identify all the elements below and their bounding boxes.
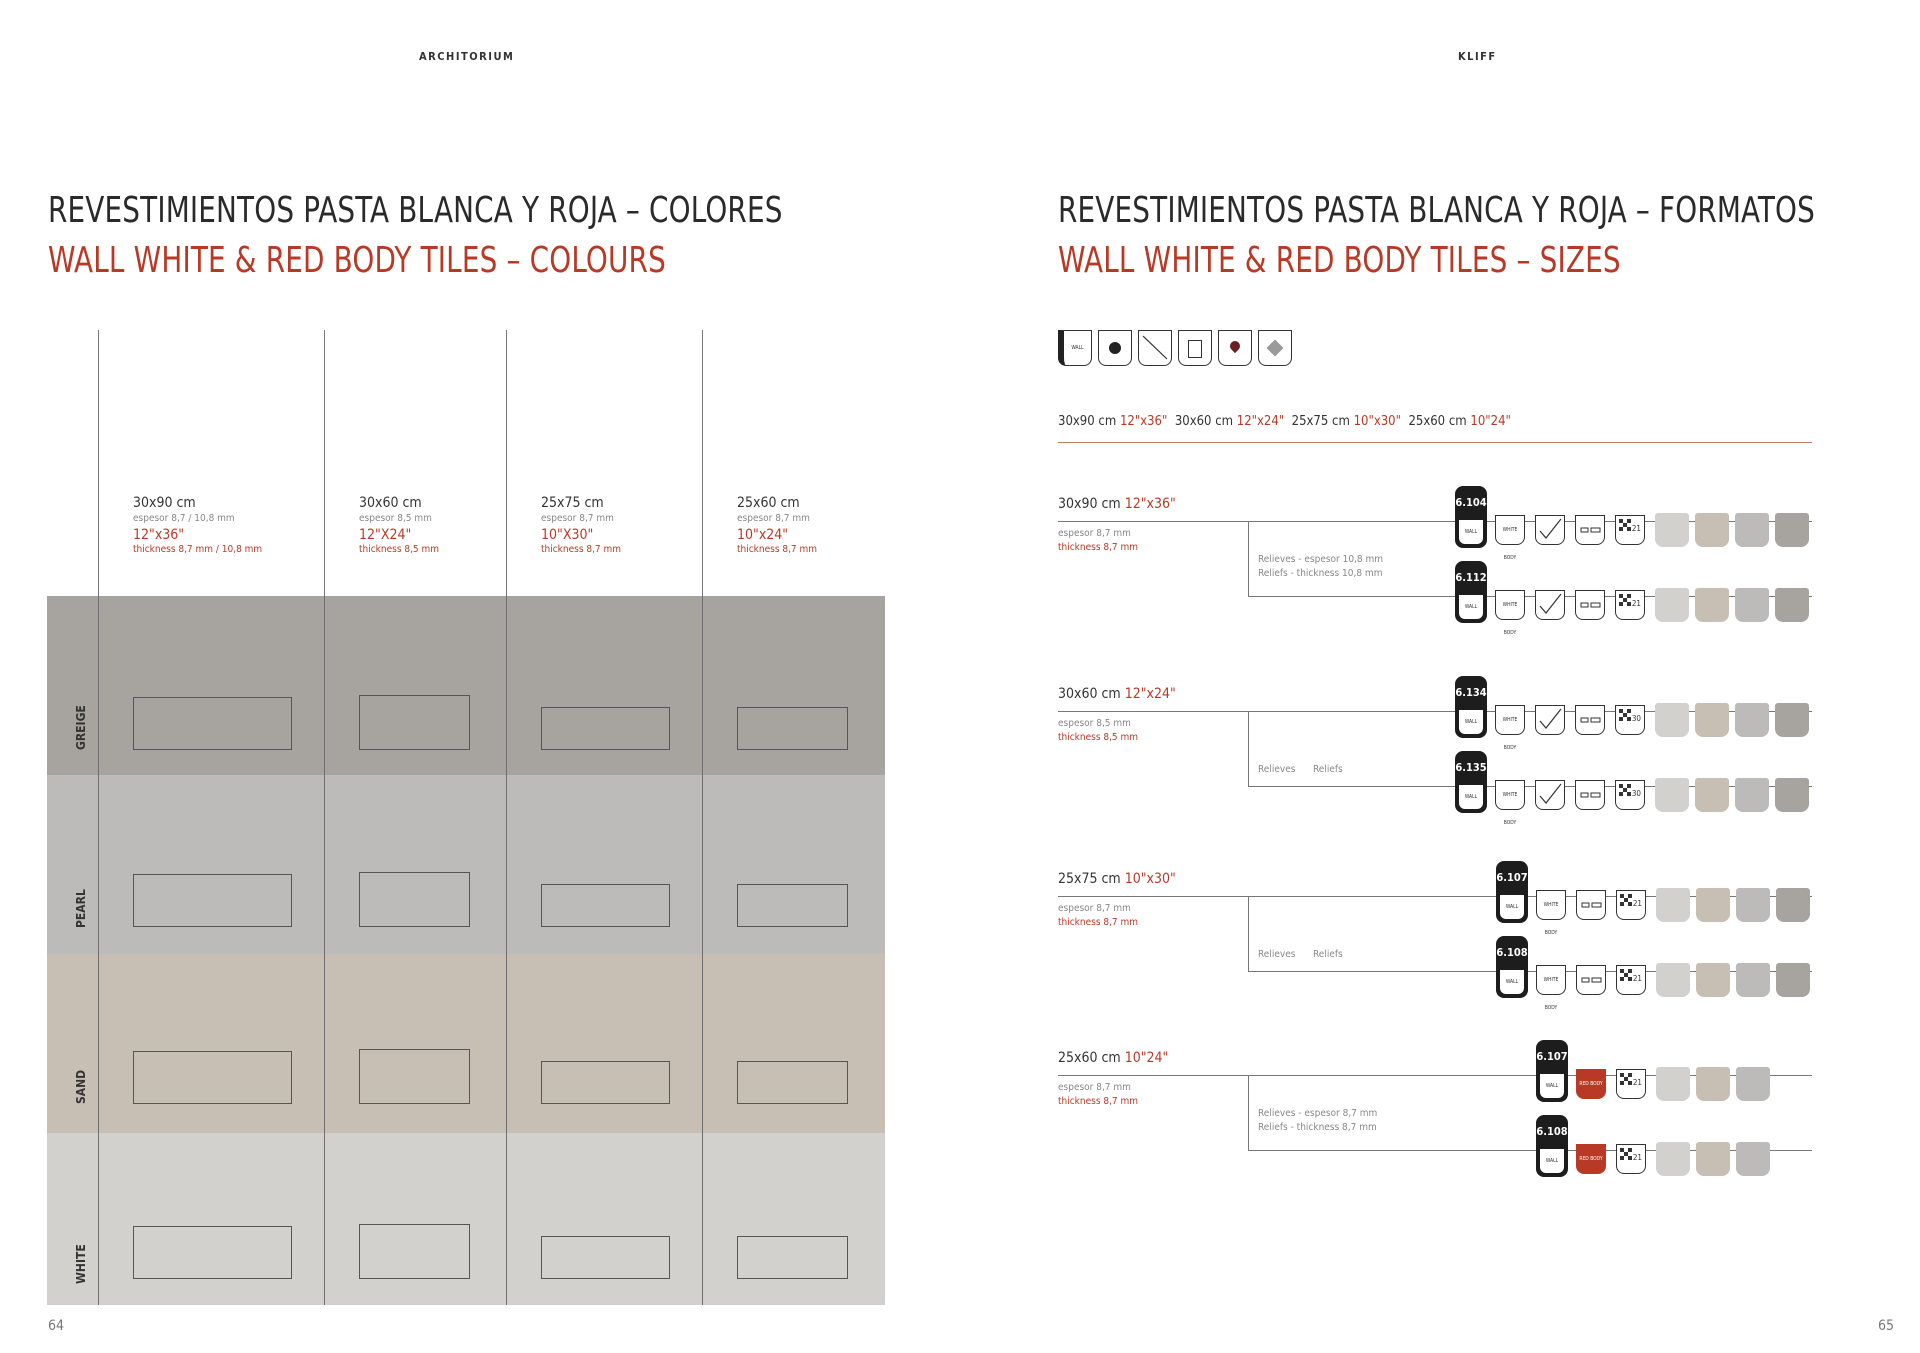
size-inch: 10"x30" [1124,871,1176,887]
tile-format-outline [737,1061,848,1104]
format-inch: 10"x30" [1353,414,1401,429]
wall-icon: WALL [1058,330,1092,366]
size-cm: 30x90 cm [1058,496,1121,512]
colour-swatch [1656,1067,1690,1101]
pattern-count: 21 [1632,1153,1642,1162]
relief-label-en: Reliefs [1313,764,1343,775]
column-divider [702,596,703,1305]
white-body-icon: WHITE BODY [1495,590,1525,620]
white-body-icon: WHITE BODY [1536,890,1566,920]
size-inches: 10"X30" [541,527,594,543]
section-size-label [1058,686,1176,702]
product-code: 6.104 [1455,496,1487,509]
size-label: 30x60 cm [359,495,422,511]
rectified-icon [1535,780,1565,810]
size-label: 25x75 cm [541,495,604,511]
relief-label-en: Reliefs - thickness 8,7 mm [1258,1122,1377,1133]
wall-icon: WALL [1500,970,1524,994]
size-inches: 12"X24" [359,527,412,543]
relief-label-es: Relieves - espesor 10,8 mm [1258,554,1384,565]
pattern-icon [1616,965,1646,995]
pattern-icon [1615,780,1645,810]
red-body-icon: RED BODY [1576,1069,1606,1099]
product-code: 6.107 [1536,1050,1568,1063]
rectified-icon [1535,705,1565,735]
colour-swatch [1656,888,1690,922]
relief-bracket [1248,896,1249,971]
colour-swatch [1735,778,1769,812]
colour-swatch [1736,963,1770,997]
page-number-left: 64 [48,1318,65,1334]
glaze-icon [1098,330,1132,366]
wall-icon: WALL [1459,710,1483,734]
page-title-en: WALL WHITE & RED BODY TILES – SIZES [1058,240,1621,281]
tile-format-outline [541,884,670,927]
colour-band-pearl [47,775,885,954]
tile-format-outline [359,1224,470,1279]
colour-swatch [1655,778,1689,812]
thickness-es: espesor 8,7 mm [1058,528,1131,539]
rectified-icon [1535,590,1565,620]
colour-swatch [1695,778,1729,812]
relief-bracket [1248,521,1249,596]
relief-bracket [1248,711,1249,786]
product-code-badge [1455,486,1487,548]
pattern-count: 21 [1631,599,1641,608]
thickness-en: thickness 8,7 mm [541,544,622,555]
format-inch: 12"x24" [1236,414,1285,429]
size-cm: 30x60 cm [1058,686,1121,702]
tile-format-outline [737,707,848,750]
wall-icon: WALL [1459,520,1483,544]
wall-icon: WALL [1540,1149,1564,1173]
column-header [359,495,439,555]
section-size-label [1058,1050,1168,1066]
thickness-en: thickness 8,7 mm [737,544,818,555]
pattern-count: 21 [1632,974,1642,983]
thickness-es: espesor 8,7 / 10,8 mm [133,513,235,524]
relief-bracket [1248,1075,1249,1150]
product-code: 6.135 [1455,761,1487,774]
colour-swatch [1776,888,1810,922]
column-divider [324,596,325,1305]
thickness-en: thickness 8,7 mm [1058,917,1139,928]
format-cm: 25x60 cm [1408,414,1467,429]
product-code-badge [1455,751,1487,813]
relief-label-es: Relieves [1258,764,1296,775]
product-code-badge [1455,676,1487,738]
tile-format-outline [737,884,848,927]
white-body-icon: WHITE BODY [1495,705,1525,735]
colour-swatch [1695,703,1729,737]
wall-icon: WALL [1459,785,1483,809]
pattern-count: 21 [1631,524,1641,533]
section-size-label [1058,496,1176,512]
colour-swatch [1775,778,1809,812]
colour-swatch [1736,1067,1770,1101]
edge-icon [1575,590,1605,620]
column-header [737,495,817,555]
thickness-en: thickness 8,5 mm [1058,732,1139,743]
pattern-icon [1616,1069,1646,1099]
edge-icon [1575,705,1605,735]
colour-swatch [1775,513,1809,547]
tile-format-outline [737,1236,848,1279]
tile-format-outline [133,1226,292,1279]
relief-label-en: Reliefs - thickness 10,8 mm [1258,568,1383,579]
thickness-en: thickness 8,7 mm [1058,1096,1139,1107]
size-cm: 25x60 cm [1058,1050,1121,1066]
product-code-badge [1496,861,1528,923]
colour-swatch [1695,588,1729,622]
product-code: 6.108 [1496,946,1528,959]
tile-format-outline [359,1049,470,1104]
size-label: 25x60 cm [737,495,800,511]
colour-swatch [1696,1067,1730,1101]
edge-icon [1576,890,1606,920]
pattern-icon [1615,705,1645,735]
wall-icon: WALL [1500,895,1524,919]
colour-swatch [1696,888,1730,922]
thickness-es: espesor 8,7 mm [737,513,810,524]
colour-swatch [1736,888,1770,922]
thickness-en: thickness 8,7 mm / 10,8 mm [133,544,263,555]
format-inch: 10"24" [1470,414,1511,429]
tile-format-outline [359,872,470,927]
size-cm: 25x75 cm [1058,871,1121,887]
page-title-es: REVESTIMIENTOS PASTA BLANCA Y ROJA – FORMATOS [1058,190,1816,231]
colour-swatch [1775,588,1809,622]
thickness-es: espesor 8,5 mm [1058,718,1131,729]
pattern-icon [1615,590,1645,620]
relief-label-es: Relieves [1258,949,1296,960]
thickness-es: espesor 8,5 mm [359,513,432,524]
stain-resistance-icon [1218,330,1252,366]
column-divider [506,596,507,1305]
pattern-icon [1616,890,1646,920]
white-body-icon: WHITE BODY [1495,780,1525,810]
size-inches: 12"x36" [133,527,185,543]
column-divider [98,596,99,1305]
colour-swatch [1735,513,1769,547]
thickness-es: espesor 8,7 mm [1058,903,1131,914]
size-inch: 12"x24" [1124,686,1176,702]
colour-swatch [1696,963,1730,997]
pattern-count: 30 [1631,714,1641,723]
tile-format-outline [133,697,292,750]
colour-swatch [1655,703,1689,737]
colour-swatch [1656,1142,1690,1176]
format-cm: 30x60 cm [1174,414,1234,429]
colour-swatch [1776,963,1810,997]
format-cm: 25x75 cm [1291,414,1350,429]
edge-icon [1576,965,1606,995]
format-cm: 30x90 cm [1058,414,1117,429]
colour-swatch [1655,513,1689,547]
shade-variation-icon [1258,330,1292,366]
red-body-icon: RED BODY [1576,1144,1606,1174]
page-title-en: WALL WHITE & RED BODY TILES – COLOURS [48,240,666,281]
tile-format-outline [133,1051,292,1104]
wall-icon: WALL [1459,595,1483,619]
pattern-icon [1615,515,1645,545]
colour-swatch [1775,703,1809,737]
product-code: 6.107 [1496,871,1528,884]
product-code: 6.108 [1536,1125,1568,1138]
colour-label: GREIGE [74,705,88,750]
page-number-right: 65 [1878,1318,1895,1334]
column-header [541,495,621,555]
tile-format-outline [541,1061,670,1104]
feature-icons [1058,330,1296,368]
pattern-icon [1616,1144,1646,1174]
thickness-icon [1178,330,1212,366]
rectified-icon [1138,330,1172,366]
colour-swatch [1656,963,1690,997]
colour-swatch [1696,1142,1730,1176]
colour-label: WHITE [74,1244,88,1284]
white-body-icon: WHITE BODY [1536,965,1566,995]
section-size-label [1058,871,1176,887]
wall-icon: WALL [1540,1074,1564,1098]
product-code-badge [1496,936,1528,998]
relief-label-es: Relieves - espesor 8,7 mm [1258,1108,1378,1119]
format-inch: 12"x36" [1119,414,1168,429]
rectified-icon [1535,515,1565,545]
product-code-badge [1536,1040,1568,1102]
colour-swatch [1655,588,1689,622]
product-code: 6.112 [1455,571,1487,584]
edge-icon [1575,780,1605,810]
running-head-left: ARCHITORIUM [419,50,515,63]
tile-format-outline [133,874,292,927]
format-summary [1058,414,1511,429]
colour-label: SAND [74,1069,88,1104]
product-code: 6.134 [1455,686,1487,699]
tile-format-outline [541,1236,670,1279]
edge-icon [1575,515,1605,545]
pattern-count: 21 [1632,899,1642,908]
tile-format-outline [541,707,670,750]
pattern-count: 30 [1631,789,1641,798]
colour-swatch [1735,703,1769,737]
colour-swatch [1736,1142,1770,1176]
colour-band-sand [47,954,885,1133]
pattern-count: 21 [1632,1078,1642,1087]
running-head-right: KLIFF [1458,50,1497,63]
colour-label: PEARL [74,889,88,928]
colour-swatch [1735,588,1769,622]
relief-label-en: Reliefs [1313,949,1343,960]
column-header [133,495,262,555]
thickness-en: thickness 8,5 mm [359,544,440,555]
product-code-badge [1536,1115,1568,1177]
page-title-es: REVESTIMIENTOS PASTA BLANCA Y ROJA – COLORES [48,190,783,231]
summary-rule [1058,442,1812,443]
thickness-es: espesor 8,7 mm [1058,1082,1131,1093]
colour-swatch [1695,513,1729,547]
white-body-icon: WHITE BODY [1495,515,1525,545]
size-inch: 10"24" [1124,1050,1169,1066]
size-label: 30x90 cm [133,495,196,511]
thickness-es: espesor 8,7 mm [541,513,614,524]
product-code-badge [1455,561,1487,623]
thickness-en: thickness 8,7 mm [1058,542,1139,553]
size-inches: 10"x24" [737,527,789,543]
colour-band-white [47,1133,885,1305]
size-inch: 12"x36" [1124,496,1176,512]
tile-format-outline [359,695,470,750]
